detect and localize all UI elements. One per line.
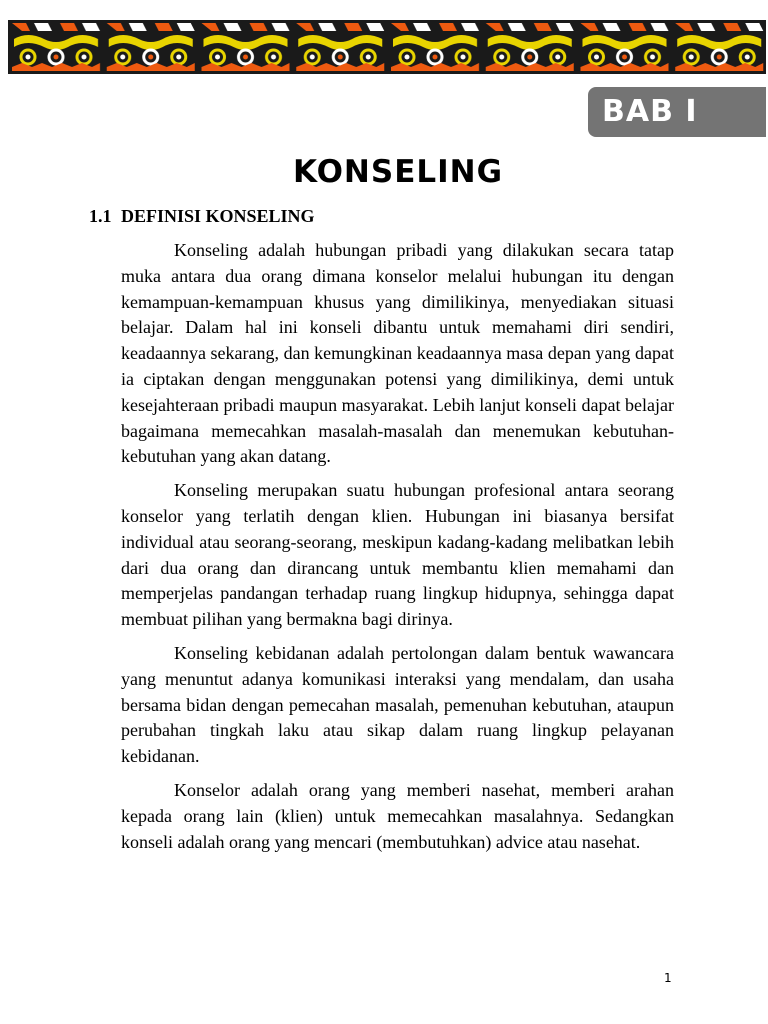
chapter-tab: BAB I (588, 87, 766, 137)
decorative-ornament-banner (8, 17, 766, 77)
section-number: 1.1 (89, 206, 112, 226)
page-number: 1 (664, 971, 672, 985)
paragraph: Konseling kebidanan adalah pertolongan dalam bentuk wawancara yang menuntut adanya komunikasi interaksi yang mendalam, dan usaha bersama bidan dengan pemecahan masalah, pemenuhan kebutuhan, ataupun perubahan tingkah laku atau sikap dalam ruang lingkup pelayanan kebidanan. (121, 642, 674, 767)
paragraph: Konseling adalah hubungan pribadi yang dilakukan secara tatap muka antara dua orang dimana konselor melalui hubungan itu dengan kemampuan-kemampuan khusus yang dimilikinya, menyediakan situasi belajar. Dalam hal ini konseli dibantu untuk memahami diri sendiri, keadaannya sekarang, dan kemungkinan keadaannya masa depan yang dapat ia ciptakan dengan menggunakan potensi yang dimilikinya, demi untuk kesejahteraan pribadi maupun masyarakat. Lebih lanjut konseli dapat belajar bagaimana memecahkan masalah-masalah dan menemukan kebutuhan-kebutuhan yang akan datang. (121, 240, 674, 467)
paragraph: Konselor adalah orang yang memberi nasehat, memberi arahan kepada orang lain (klien) untuk memecahkan masalahnya. Sedangkan konseli adalah orang yang mencari (membutuhkan) advice atau nasehat. (121, 779, 674, 852)
body-text (121, 238, 674, 863)
section-heading (89, 206, 315, 227)
section-title: DEFINISI KONSELING (121, 206, 315, 226)
page-title: KONSELING (292, 154, 504, 190)
paragraph: Konseling merupakan suatu hubungan profesional antara seorang konselor yang terlatih dengan klien. Hubungan ini biasanya bersifat individual atau seorang-seorang, meskipun kadang-kadang melibatkan lebih dari dua orang dan dirancang untuk membantu klien memahami dan memperjelas pandangan terhadap ruang lingkup hidupnya, sehingga dapat membuat pilihan yang bermakna bagi dirinya. (121, 480, 674, 630)
